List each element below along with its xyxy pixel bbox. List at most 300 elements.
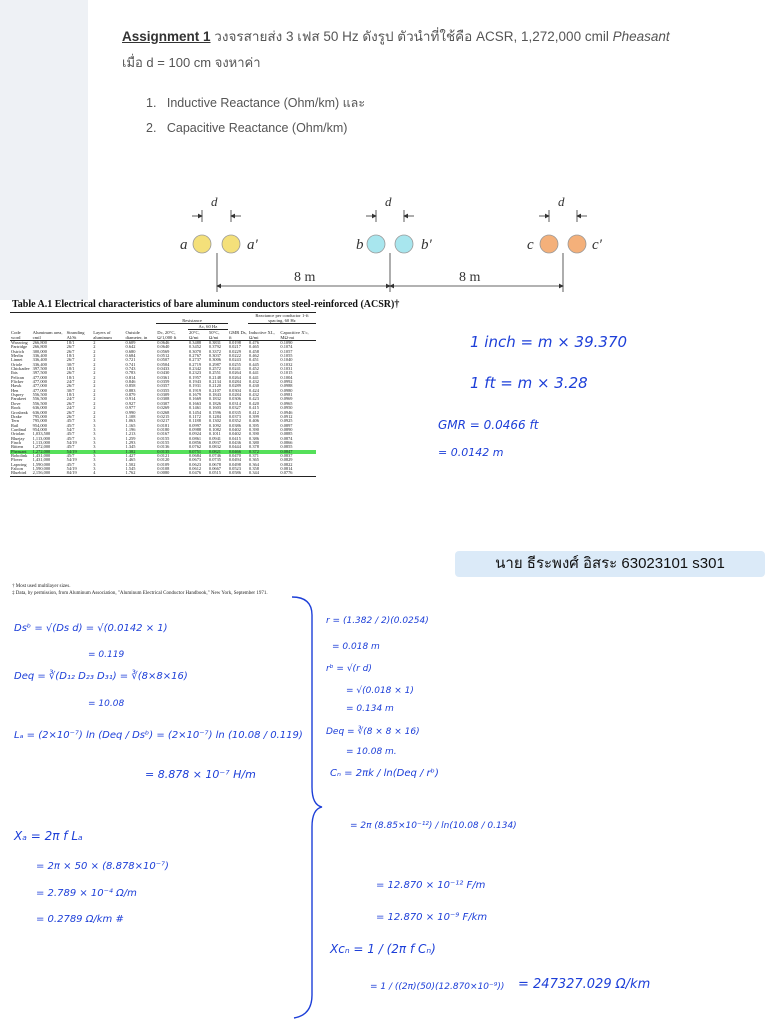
table-cell: 54/19	[66, 457, 77, 463]
table-cell: 0.0829	[280, 457, 293, 463]
table-cell: Oriole	[11, 361, 23, 367]
assignment-label: Assignment 1	[122, 29, 211, 44]
table-cell: 1,590,000	[32, 461, 51, 467]
table-cell: 0.0988	[280, 383, 293, 389]
right-work-line-8: Cₙ = 2πk / ln(Deq / rᵇ)	[330, 768, 439, 779]
table-cell: 1.293	[125, 439, 136, 445]
table-cell: 3	[93, 418, 96, 424]
question-2	[146, 121, 347, 135]
table-cell: 45/7	[66, 444, 75, 450]
table-cell: 0.2323	[189, 370, 202, 376]
table-cell: Bluejay	[11, 435, 25, 441]
table-cell: 0.0108	[157, 465, 170, 471]
table-cell: 1.259	[125, 435, 136, 441]
table-cell: 0.3006	[208, 357, 221, 363]
table-cell: 0.990	[125, 409, 136, 415]
table-cell: 0.783	[125, 370, 136, 376]
table-cell: 336,400	[32, 357, 47, 363]
table-cell: Rook	[11, 405, 21, 411]
table-cell: 0.0762	[189, 444, 202, 450]
table-cell: 556,500	[32, 396, 47, 402]
table-cell: 0.2572	[208, 366, 221, 372]
table-cell: 0.0856	[189, 439, 202, 445]
table-cell: 0.0946	[280, 409, 293, 415]
table-cell: Finch	[11, 439, 22, 445]
table-cell: 0.1679	[189, 392, 202, 398]
table-cell: 0.0243	[228, 357, 241, 363]
table-cell: 26/7	[66, 400, 75, 406]
table-cell: 0.0981	[280, 392, 293, 398]
table-cell: 0.0314	[228, 400, 241, 406]
table-cell: 1,431,000	[32, 452, 51, 458]
table-cell: 0.642	[125, 344, 136, 350]
table-cell: 1,113,000	[32, 439, 51, 445]
table-cell: 0.0855	[280, 444, 293, 450]
table-cell: 0.0217	[228, 344, 241, 350]
table-cell: 0.344	[249, 470, 259, 476]
table-cell: 0.2148	[208, 374, 221, 380]
table-cell: 0.0335	[228, 409, 241, 415]
table-cell: 24/7	[66, 405, 75, 411]
table-cell: 0.0386	[228, 422, 241, 428]
table-cell: 0.458	[249, 348, 259, 354]
table-cell: 0.386	[249, 435, 259, 441]
table-cell: 0.0308	[157, 396, 170, 402]
table-cell: 0.0969	[280, 396, 293, 402]
table-cell: 0.0255	[228, 361, 241, 367]
table-cell: 0.0284	[228, 379, 241, 385]
table-cell: 1,272,000	[32, 444, 51, 450]
note-inch-conversion: 1 inch = m × 39.370	[470, 333, 628, 351]
note-gmr-m: = 0.0142 m	[438, 446, 504, 459]
table-cell: 795,000	[32, 418, 47, 424]
ac-group-header: Ac, 60 Hz	[188, 324, 228, 330]
left-work-line-4: = 10.08	[88, 699, 125, 709]
table-cell: 0.0988	[189, 426, 202, 432]
table-cell: Ibis	[11, 370, 18, 376]
table-cell: 0.0415	[228, 435, 241, 441]
table-cell: 0.0198	[228, 340, 241, 345]
table-cell: 0.977	[125, 405, 136, 411]
table-cell: 1.196	[125, 426, 136, 432]
table-cell: 0.680	[125, 348, 136, 354]
table-cell: 2	[93, 340, 96, 345]
table-cell: 0.0861	[189, 435, 202, 441]
table-cell: 0.0215	[157, 413, 170, 419]
assignment-title	[122, 25, 670, 47]
question-1-number: 1.	[146, 96, 157, 110]
table-cell: 2	[93, 409, 96, 415]
table-cell: 26/7	[66, 383, 75, 389]
table-cell: 0.0735	[208, 457, 221, 463]
table-cell: Dove	[11, 400, 21, 406]
table-cell: Hen	[11, 387, 19, 393]
table-cell: 2	[93, 400, 96, 406]
label-c-prime: c′	[592, 237, 602, 253]
label-b-prime: b′	[421, 237, 432, 253]
conductor-b-prime	[395, 235, 413, 253]
column-header: Outside diameter, in	[125, 330, 148, 340]
table-cell: 0.0507	[157, 357, 170, 363]
left-work-line-3: Deq = ∛(D₁₂ D₂₃ D₃₁) = ∛(8×8×16)	[14, 671, 188, 682]
column-header: Inductive XL, Ω/mi	[249, 330, 275, 340]
table-cell: 2	[93, 413, 96, 419]
label-c: c	[527, 237, 534, 253]
table-cell: 1.213	[125, 431, 136, 437]
right-work-line-7: = 10.08 m.	[346, 747, 397, 757]
table-cell: 0.0912	[280, 413, 293, 419]
table-row	[10, 471, 316, 476]
column-header: Dc, 20°C, Ω/1,000 ft	[157, 330, 177, 340]
assignment-text: วงจรสายส่ง 3 เฟส 50 Hz ดังรูป ตัวนำที่ใช้คือ ACSR, 1,272,000 cmil	[214, 29, 609, 44]
table-cell: 0.2107	[208, 387, 221, 393]
table-cell: 3	[93, 422, 96, 428]
table-cell: 0.743	[125, 366, 136, 372]
table-cell: 2	[93, 361, 96, 367]
note-ft-conversion: 1 ft = m × 3.28	[470, 374, 588, 392]
table-cell: 3	[93, 444, 96, 450]
question-1	[146, 93, 365, 113]
table-cell: 1,033,500	[32, 431, 51, 437]
table-cell: 0.0080	[157, 470, 170, 476]
table-cell: Lapwing	[11, 461, 27, 467]
table-cell: 26/7	[66, 348, 75, 354]
label-b: b	[356, 237, 364, 253]
table-cell: 0.814	[125, 374, 136, 380]
table-cell: 0.0646	[157, 340, 170, 345]
table-cell: 0.0136	[157, 444, 170, 450]
d-label-b: d	[385, 194, 392, 209]
table-cell: 54/7	[66, 426, 75, 432]
table-cell: 0.858	[125, 383, 136, 389]
table-cell: 0.1188	[189, 418, 201, 424]
table-cell: Chickadee	[11, 366, 30, 372]
table-cell: 0.0504	[157, 361, 170, 367]
table-cell: 0.1055	[280, 353, 293, 359]
right-work-line-14: = 247327.029 Ω/km	[518, 977, 651, 992]
table-cell: 0.0357	[157, 383, 170, 389]
table-cell: 0.0466	[228, 450, 248, 454]
table-cell: Pelican	[11, 374, 24, 380]
table-cell: 2,156,000	[32, 470, 51, 476]
table-cell: 0.462	[249, 353, 259, 359]
table-cell: 1.465	[125, 457, 136, 463]
d-label-c: d	[558, 194, 565, 209]
table-cell: 0.3488	[189, 340, 202, 345]
table-cell: 0.3452	[189, 344, 202, 350]
table-title: Table A.1 Electrical characteristics of bare aluminum conductors steel-reinforced (ACSR)†	[12, 299, 400, 310]
table-cell: 1.427	[125, 452, 136, 458]
table-cell: 0.0241	[228, 366, 241, 372]
table-cell: 0.0430	[157, 370, 170, 376]
table-cell: 0.3831	[208, 340, 221, 345]
column-header: Stranding Al/St	[66, 330, 85, 340]
table-cell: 0.0229	[228, 348, 241, 354]
right-work-line-12: Xcₙ = 1 / (2π f Cₙ)	[330, 942, 436, 956]
table-cell: 0.1669	[189, 396, 202, 402]
table-cell: Tern	[11, 418, 19, 424]
table-cell: 0.2120	[208, 383, 221, 389]
table-cell: 397,500	[32, 366, 47, 372]
conductor-a-prime	[222, 235, 240, 253]
label-a: a	[180, 237, 188, 253]
table-cell: 2	[93, 396, 96, 402]
table-cell: 0.1082	[208, 426, 221, 432]
table-cell: 0.0612	[189, 465, 202, 471]
table-cell: 0.684	[125, 353, 136, 359]
table-cell: 0.0684	[189, 452, 202, 458]
table-cell: 45/7	[66, 422, 75, 428]
table-cell: 26/7	[66, 357, 75, 363]
table-cell: 0.0885	[280, 431, 293, 437]
table-cell: 0.0814	[280, 465, 293, 471]
table-cell: 45/7	[66, 431, 75, 437]
table-cell: 0.0155	[157, 435, 170, 441]
table-cell: Bobolink	[11, 452, 28, 458]
table-cell: 0.476	[249, 340, 259, 345]
table-cell: Partridge	[11, 344, 28, 350]
table-cell: 0.1040	[280, 357, 293, 363]
table-cell: 0.0361	[157, 374, 170, 380]
table-cell: 1.345	[125, 444, 136, 450]
table-cell: 0.432	[249, 392, 259, 398]
table-column-headers	[10, 330, 316, 341]
table-cell: 636,000	[32, 409, 47, 415]
table-cell: 0.0433	[157, 366, 170, 372]
table-cell: 0.445	[249, 361, 259, 367]
table-cell: 54/19	[66, 439, 77, 445]
table-cell: 0.0924	[189, 431, 202, 437]
table-cell: 0.0109	[157, 461, 170, 467]
table-cell: 2	[93, 392, 96, 398]
table-cell: 0.1957	[189, 374, 202, 380]
table-cell: 556,500	[32, 392, 47, 398]
table-cell: Drake	[11, 413, 22, 419]
footnote-1: † Most used multilayer sizes.	[12, 584, 71, 589]
column-header: Aluminum area, cmil	[32, 330, 63, 340]
table-cell: 0.0181	[157, 422, 170, 428]
table-cell: 0.0222	[228, 353, 241, 359]
table-cell: 0.3372	[208, 348, 221, 354]
table-cell: 0.0352	[228, 418, 241, 424]
table-cell: 0.2551	[208, 370, 221, 376]
table-cell: Grosbeak	[11, 409, 28, 415]
right-work-line-2: = 0.018 m	[332, 642, 380, 652]
table-cell: 0.0673	[189, 457, 202, 463]
table-cell: Plover	[11, 457, 23, 463]
work-divider-brace	[286, 595, 326, 1020]
right-work-line-4: = √(0.018 × 1)	[346, 686, 414, 696]
conductor-a	[193, 235, 211, 253]
table-cell: 0.721	[125, 357, 136, 363]
column-header: 20°C, Ω/mi	[189, 330, 200, 340]
table-cell: 0.465	[249, 344, 259, 350]
assignment-condition: เมื่อ d = 100 cm จงหาค่า	[122, 55, 261, 70]
table-cell: 0.1004	[280, 374, 293, 380]
table-cell: 0.0373	[228, 413, 241, 419]
table-cell: 0.0992	[280, 379, 293, 385]
table-cell: 0.412	[249, 409, 259, 415]
resistance-group-header: Resistance	[156, 313, 228, 324]
table-cell: 2	[93, 374, 96, 380]
left-work-line-8: = 2π × 50 × (8.878×10⁻⁷)	[36, 861, 169, 872]
table-cell: 0.0569	[157, 348, 170, 354]
table-cell: 0.372	[248, 450, 279, 454]
table-cell: 30/7	[66, 361, 75, 367]
table-cell: 0.378	[249, 444, 259, 450]
table-cell: 0.1032	[280, 361, 293, 367]
left-work-line-5: Lₐ = (2×10⁻⁷) ln (Deq / Dsᵇ) = (2×10⁻⁷) ln (10.08 / 0.119)	[14, 730, 303, 741]
table-cell: 0.399	[249, 413, 259, 419]
table-cell: 1.502	[125, 461, 136, 467]
table-cell: 0.0289	[228, 383, 241, 389]
table-cell: 0.358	[249, 465, 259, 471]
table-cell: 26/7	[66, 344, 75, 350]
table-cell: 3	[93, 465, 96, 471]
table-cell: 0.0821	[208, 450, 228, 454]
table-cell: 0.0965	[280, 400, 293, 406]
question-2-number: 2.	[146, 121, 157, 135]
table-cell: 0.3792	[208, 344, 221, 350]
table-cell: 1,272,000	[32, 450, 66, 454]
table-cell: 0.0498	[228, 461, 241, 467]
table-cell: 2	[93, 379, 96, 385]
table-cell: Pheasant	[10, 450, 32, 454]
table-cell: 0.883	[125, 387, 136, 393]
right-work-line-13: = 1 / ((2π)(50)(12.870×10⁻⁹))	[370, 982, 505, 992]
table-cell: 0.1172	[189, 413, 201, 419]
table-cell: 0.927	[125, 400, 136, 406]
conductor-diagram	[170, 188, 620, 298]
right-work-line-10: = 12.870 × 10⁻¹² F/m	[376, 880, 486, 891]
question-1-text: Inductive Reactance (Ohm/km) และ	[166, 96, 366, 110]
table-cell: 54/19	[66, 465, 77, 471]
table-cell: 636,000	[32, 405, 47, 411]
table-cell: Waxwing	[11, 340, 28, 345]
right-work-line-6: Deq = ∛(8 × 8 × 16)	[326, 727, 420, 737]
table-cell: 0.3037	[208, 353, 221, 359]
table-cell: 0.0866	[280, 439, 293, 445]
table-cell: 0.1074	[280, 344, 293, 350]
table-cell: 24/7	[66, 379, 75, 385]
table-cell: 0.609	[125, 340, 136, 345]
table-cell: 3	[93, 452, 96, 458]
conductor-b	[367, 235, 385, 253]
table-cell: 1.382	[125, 450, 157, 454]
table-cell: 0.365	[249, 457, 259, 463]
table-cell: 0.1843	[208, 392, 221, 398]
page-margin-strip	[0, 0, 88, 300]
table-cell: 2	[93, 387, 96, 393]
table-cell: 0.0304	[228, 387, 241, 393]
table-cell: 0.1931	[189, 383, 202, 389]
table-cell: 0.0269	[157, 405, 170, 411]
table-cell: 0.879	[125, 392, 136, 398]
table-cell: 0.0822	[280, 461, 293, 467]
conductor-c	[540, 235, 558, 253]
table-cell: 0.1011	[208, 431, 221, 437]
table-cell: 0.451	[249, 357, 259, 363]
table-cell: 0.0941	[208, 435, 221, 441]
table-cell: Parakeet	[11, 396, 27, 402]
table-cell: 0.914	[125, 396, 136, 402]
column-header: GMR Ds, ft	[228, 330, 247, 340]
table-cell: Osprey	[11, 392, 24, 398]
table-cell: 0.406	[249, 418, 259, 424]
table-cell: 0.0120	[157, 457, 170, 463]
table-cell: 0.390	[249, 426, 259, 432]
table-cell: 0.380	[249, 439, 259, 445]
table-cell: 0.2987	[208, 361, 221, 367]
left-work-line-1: Dsᵇ = √(Ds d) = √(0.0142 × 1)	[14, 623, 168, 634]
table-cell: Falcon	[11, 465, 23, 471]
column-header: Layers of aluminum	[93, 330, 112, 340]
table-cell: 3	[93, 426, 96, 432]
table-cell: Hawk	[11, 383, 22, 389]
column-header: Capacitive X′c, MΩ·mi	[280, 330, 309, 340]
table-cell: 0.1031	[280, 366, 293, 372]
distance-label-bc: 8 m	[459, 270, 481, 285]
table-cell: 0.0402	[228, 426, 241, 432]
table-cell: 0.0897	[280, 422, 293, 428]
table-cell: 26/7	[66, 413, 75, 419]
table-cell: 477,000	[32, 379, 47, 385]
table-cell: 0.0268	[157, 409, 170, 415]
table-cell: 0.430	[249, 383, 259, 389]
table-cell: 0.0776	[280, 470, 293, 476]
table-cell: 2	[93, 383, 96, 389]
table-cell: 0.0997	[189, 422, 202, 428]
table-cell: 0.1454	[189, 409, 202, 415]
table-cell: 0.0327	[228, 405, 241, 411]
table-cell: 1.165	[125, 422, 136, 428]
table-cell: 0.0623	[189, 461, 202, 467]
table-cell: Merlin	[11, 353, 23, 359]
table-cell: 2	[93, 366, 96, 372]
table-cell: 1.063	[125, 418, 136, 424]
table-cell: 0.0847	[279, 450, 316, 454]
table-cell: 0.0832	[208, 444, 221, 450]
table-cell: 0.1461	[189, 405, 202, 411]
table-cell: 18/1	[66, 392, 75, 398]
table-cell: 0.0284	[228, 392, 241, 398]
table-cell: 0.0180	[157, 426, 170, 432]
table-cell: 1,113,000	[32, 435, 51, 441]
table-cell: 3	[93, 431, 96, 437]
table-cell: 0.741	[125, 361, 136, 367]
table-cell: Flicker	[11, 379, 24, 385]
table-cell: 0.0937	[208, 439, 221, 445]
table-cell: 0.0751	[188, 450, 208, 454]
table-cell: 0.0359	[157, 379, 170, 385]
table-cell: 0.0264	[228, 374, 241, 380]
table-cell: 3	[93, 457, 96, 463]
table-cell: Cardinal	[11, 426, 27, 432]
table-cell: 2	[93, 348, 96, 354]
right-work-line-3: rᵇ = √(r d)	[326, 664, 372, 674]
table-cell: Bittern	[11, 444, 24, 450]
table-cell: 84/19	[66, 470, 77, 476]
left-work-line-7: Xₐ = 2π f Lₐ	[14, 829, 83, 843]
table-cell: 0.0217	[157, 418, 170, 424]
table-cell: Bluebird	[11, 470, 27, 476]
table-cell: 3	[93, 439, 96, 445]
table-cell: 0.0436	[228, 439, 241, 445]
table-cell: 0.0121	[157, 452, 170, 458]
table-cell: 397,500	[32, 370, 47, 376]
table-cell: 1.545	[125, 465, 136, 471]
table-cell: 477,000	[32, 383, 47, 389]
